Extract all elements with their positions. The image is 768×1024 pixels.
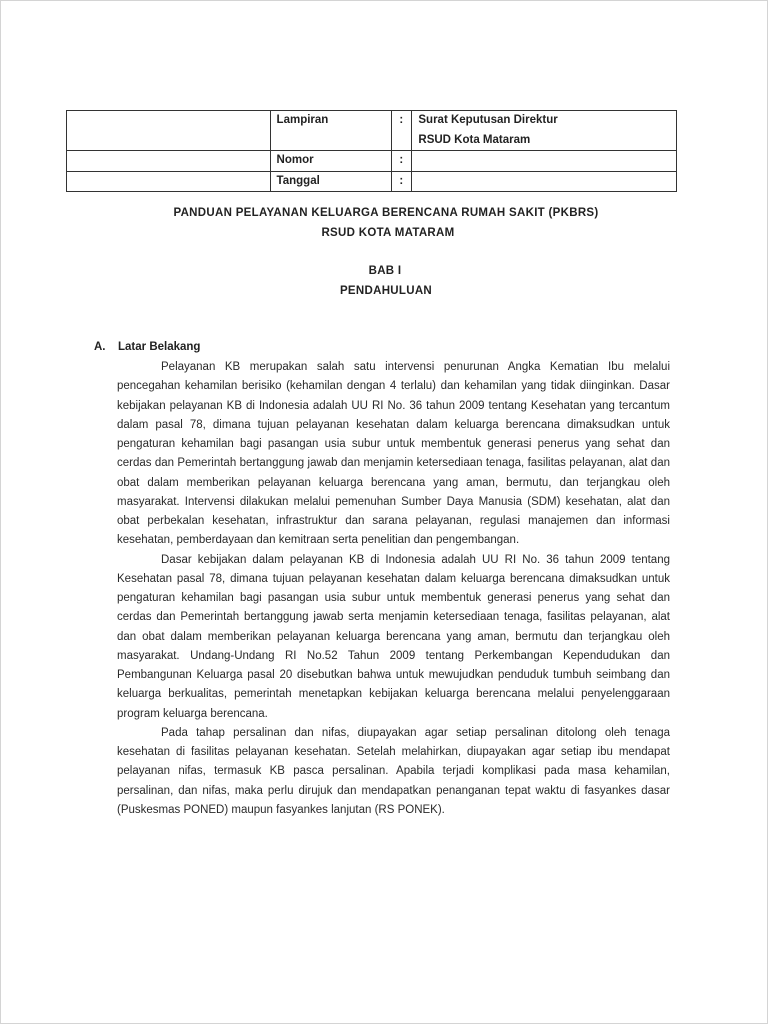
section-title: Latar Belakang	[118, 341, 201, 353]
empty-cell	[67, 111, 271, 151]
nomor-colon: :	[392, 151, 412, 172]
nomor-label: Nomor	[270, 151, 392, 172]
lampiran-colon: :	[392, 111, 412, 151]
lampiran-value	[412, 111, 677, 151]
lampiran-label: Lampiran	[270, 111, 392, 151]
paragraph: Pada tahap persalinan dan nifas, diupayakan agar setiap persalinan ditolong oleh tenaga kesehatan di fasilitas pelayanan kesehatan. Setelah melahirkan, diupayakan agar setiap ibu mendapat pelayanan nifas, termasuk KB pasca persalinan. Apabila terjadi komplikasi pada masa kehamilan, persalinan, dan nifas, maka perlu dirujuk dan mendapatkan penanganan tepat waktu di fasyankes dasar (Puskesmas PONED) maupun fasyankes lanjutan (RS PONEK).	[117, 726, 670, 816]
section-body	[117, 358, 670, 820]
empty-cell	[67, 151, 271, 172]
section-heading	[94, 341, 200, 353]
section-letter: A.	[94, 341, 106, 353]
nomor-value	[412, 151, 677, 172]
tanggal-value	[412, 171, 677, 192]
chapter-number: BAB I	[368, 265, 402, 277]
chapter-title: PENDAHULUAN	[339, 285, 433, 297]
paragraph: Pelayanan KB merupakan salah satu intervensi penurunan Angka Kematian Ibu melalui pencegahan kehamilan berisiko (kehamilan dengan 4 terlalu) dan kehamilan yang tidak diinginkan. Dasar kebijakan pelayanan KB di Indonesia adalah UU RI No. 36 tahun 2009 tentang Kesehatan yang tercantum dalam pasal 78, dimana tujuan pelayanan kesehatan dalam keluarga berencana dimaksudkan untuk pengaturan kehamilan bagi pasangan usia subur untuk membentuk generasi penerus yang sehat dan cerdas dan Pemerintah bertanggung jawab dan menjamin ketersediaan tenaga, fasilitas pelayanan, alat dan obat dalam memberikan pelayanan keluarga berencana yang aman, bermutu, dan terjangkau oleh masyarakat. Intervensi dilakukan melalui pemenuhan Sumber Daya Manusia (SDM) kesehatan, alat dan obat perbekalan kesehatan, infrastruktur dan sarana pelayanan, regulasi manajemen dan informasi kesehatan, pemberdayaan dan kemitraan serta penelitian dan pengembangan.	[117, 361, 670, 547]
lampiran-value-line1: Surat Keputusan Direktur	[418, 114, 558, 126]
tanggal-label: Tanggal	[270, 171, 392, 192]
paragraph: Dasar kebijakan dalam pelayanan KB di Indonesia adalah UU RI No. 36 tahun 2009 tentang Kesehatan pasal 78, dimana tujuan pelayanan kesehatan dalam keluarga berencana dimaksudkan untuk pengaturan kehamilan bagi pasangan usia subur untuk membentuk generasi penerus yang sehat dan cerdas dan Pemerintah bertanggung jawab serta menjamin ketersediaan tenaga, fasilitas pelayanan, alat dan obat dalam memberikan pelayanan keluarga berencana yang aman, bermutu dan terjangkau oleh masyarakat. Undang-Undang RI No.52 Tahun 2009 tentang Perkembangan Kependudukan dan Pembangunan Keluarga pasal 20 disebutkan bahwa untuk mewujudkan penduduk tumbuh seimbang dan keluarga berkualitas, pemerintah menetapkan kebijakan keluarga berencana melalui penyelenggaraan program keluarga berencana.	[117, 553, 670, 720]
document-subtitle: RSUD KOTA MATARAM	[321, 227, 455, 239]
attachment-table	[66, 110, 677, 192]
document-title: PANDUAN PELAYANAN KELUARGA BERENCANA RUMAH SAKIT (PKBRS)	[173, 207, 599, 219]
tanggal-colon: :	[392, 171, 412, 192]
lampiran-value-line2: RSUD Kota Mataram	[418, 133, 531, 146]
table-row-lampiran	[67, 111, 677, 151]
table-row-tanggal	[67, 171, 677, 192]
empty-cell	[67, 171, 271, 192]
table-row-nomor	[67, 151, 677, 172]
